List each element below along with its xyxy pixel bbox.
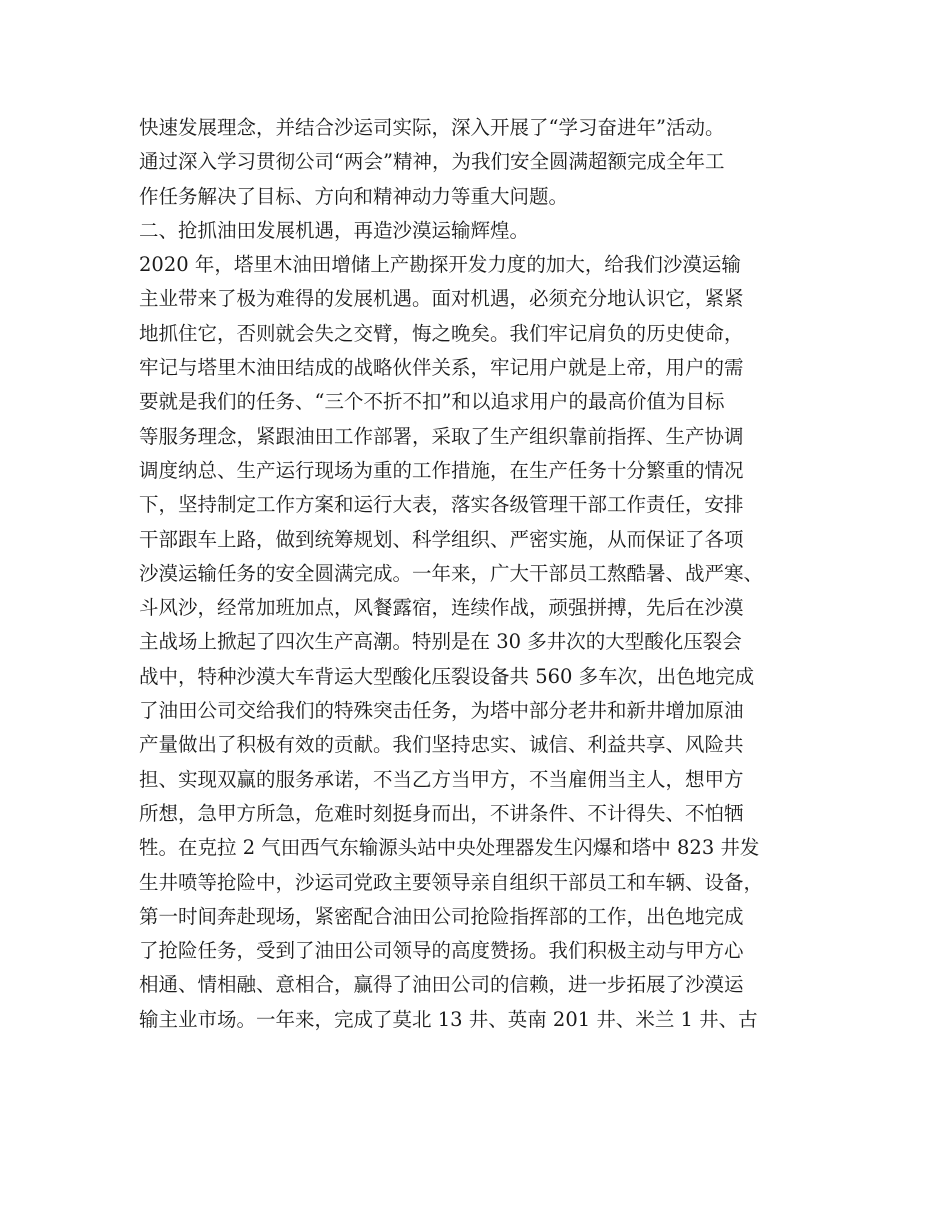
text-line: 沙漠运输任务的安全圆满完成。一年来，广大干部员工熬酷暑、战严寒、 [139,561,764,585]
text-line: 等服务理念，紧跟油田工作部署，采取了生产组织靠前指挥、生产协调 [139,424,744,448]
text-line: 主战场上掀起了四次生产高潮。特别是在 30 多井次的大型酸化压裂会 [139,630,742,654]
text-line: 主业带来了极为难得的发展机遇。面对机遇，必须充分地认识它，紧紧 [139,287,744,311]
text-line: 干部跟车上路，做到统筹规划、科学组织、严密实施，从而保证了各项 [139,527,744,551]
text-line: 通过深入学习贯彻公司“两会”精神，为我们安全圆满超额完成全年工 [139,150,725,174]
text-line: 地抓住它，否则就会失之交臂，悔之晚矣。我们牢记肩负的历史使命， [139,321,744,345]
text-line: 战中，特种沙漠大车背运大型酸化压裂设备共 560 多车次，出色地完成 [139,664,755,688]
body-text [139,111,829,1037]
text-line: 斗风沙，经常加班加点，风餐露宿，连续作战，顽强拼搏，先后在沙漠 [139,596,744,620]
text-line: 第一时间奔赴现场，紧密配合油田公司抢险指挥部的工作，出色地完成 [139,904,744,928]
text-line: 担、实现双赢的服务承诺，不当乙方当甲方，不当雇佣当主人，想甲方 [139,767,744,791]
text-line: 产量做出了积极有效的贡献。我们坚持忠实、诚信、利益共享、风险共 [139,733,744,757]
text-line: 牢记与塔里木油田结成的战略伙伴关系，牢记用户就是上帝，用户的需 [139,356,744,380]
text-line: 下，坚持制定工作方案和运行大表，落实各级管理干部工作责任，安排 [139,493,744,517]
text-line: 了油田公司交给我们的特殊突击任务，为塔中部分老井和新井增加原油 [139,699,744,723]
text-line: 要就是我们的任务、“三个不折不扣”和以追求用户的最高价值为目标 [139,390,725,414]
text-line: 调度纳总、生产运行现场为重的工作措施，在生产任务十分繁重的情况 [139,458,744,482]
text-line: 二、抢抓油田发展机遇，再造沙漠运输辉煌。 [139,218,530,242]
text-line: 2020 年，塔里木油田增储上产勘探开发力度的加大，给我们沙漠运输 [139,253,741,277]
text-line: 快速发展理念，并结合沙运司实际，深入开展了“学习奋进年”活动。 [139,116,725,139]
text-line: 所想，急甲方所急，危难时刻挺身而出，不讲条件、不计得失、不怕牺 [139,801,744,825]
text-line: 输主业市场。一年来，完成了莫北 13 井、英南 201 井、米兰 1 井、古 [139,1007,758,1031]
text-line: 牲。在克拉 2 气田西气东输源头站中央处理器发生闪爆和塔中 823 井发 [139,836,760,860]
text-line: 相通、情相融、意相合，赢得了油田公司的信赖，进一步拓展了沙漠运 [139,973,744,997]
text-line: 作任务解决了目标、方向和精神动力等重大问题。 [139,184,569,208]
text-line: 了抢险任务，受到了油田公司领导的高度赞扬。我们积极主动与甲方心 [139,939,744,963]
text-line: 生井喷等抢险中，沙运司党政主要领导亲自组织干部员工和车辆、设备， [139,870,764,894]
